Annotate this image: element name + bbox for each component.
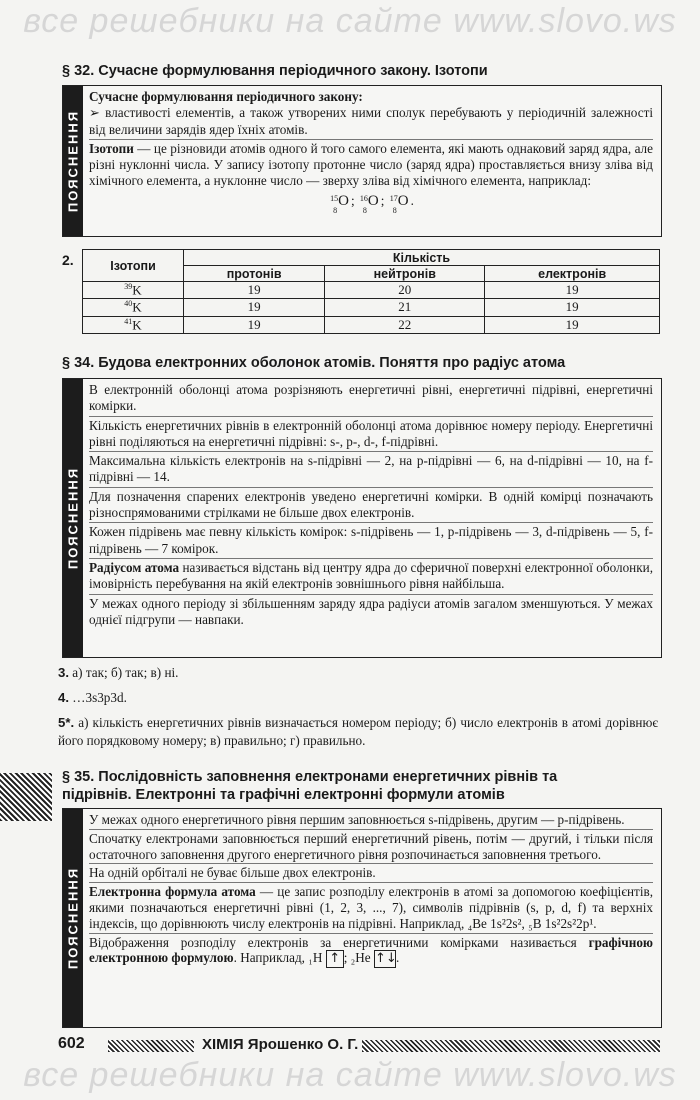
cells-paragraph: Для позначення спарених електронів уведено енергетичні комірки. В одній комірці позначають різноспрямованими стрілками не більше двох електронів. <box>89 488 653 521</box>
orbital-cell: ↑ <box>326 950 344 968</box>
levels-paragraph: В електронній оболонці атома розрізняють енергетичні рівні, енергетичні підрівні, енергетичні комірки. <box>89 382 653 414</box>
section-34-title: § 34. Будова електронних оболонок атомів. Поняття про радіус атома <box>62 355 566 371</box>
radius-trend-paragraph: У межах одного періоду зі збільшенням заряду ядра радіуси атомів загалом зменшуються. У межах однієї підгрупи — навпаки. <box>89 595 653 627</box>
footer-hatch-right <box>362 1040 660 1052</box>
isotope-example: 15 8 O <box>330 192 349 215</box>
table-row: $^{40}$K 19 21 19 <box>83 299 660 316</box>
max-electrons-paragraph: Максимальна кількість електронів на s-підрівні — 2, на p-підрівні — 6, на d-підрівні — 10, на f-підрівні — 14. <box>89 453 653 485</box>
watermark-banner-top: все решебники на сайте www.slovo.ws <box>23 2 677 40</box>
answer-4: 4. …3s3p3d. <box>58 690 127 705</box>
isotopes-definition: Ізотопи — це різновиди атомів одного й того самого елемента, які мають однаковий заряд ядра, але різні нуклонні числа. У запису ізотопу протонне число (заряд ядра) проставляється внизу зліва від хімічного елемента, а нуклонне число — зверху зліва від хімічного елемента, наприклад: <box>89 140 653 189</box>
sublevel-order-paragraph: У межах одного енергетичного рівня першим заповнюється s-підрівень, другим — p-підрівень. <box>89 812 625 827</box>
answer-5: 5*. а) кількість енергетичних рівнів визначається номером періоду; б) число електронів в атомі дорівнює його порядковому номеру; в) правильно; г) правильно. <box>58 715 658 748</box>
header-protons: протонів <box>184 266 325 282</box>
law-heading: Сучасне формулювання періодичного закону: <box>89 89 363 104</box>
formula-example-be: ₄Be 1s²2s² <box>467 915 522 931</box>
electron-formula-paragraph: Електронна формула атома — це запис розподілу електронів в атомі за допомогою коефіцієнтів, якими позначаються енергетичні рівні (1, 2, 3, ..., 7), символів підрівнів (s, p, d, f) та верхніх індексів, що дорівнюють числу електронів на підрівні. Наприклад, ₄Be 1s²2s², ₅B 1s²2s²2p¹. <box>89 884 654 931</box>
atomic-radius-paragraph: Радіусом атома називається відстань від центру ядра до сферичної поверхні електронної оболонки, імовірність перебування на якій електронів зовнішнього рівня найбільша. <box>89 559 653 592</box>
footer-hatch-left <box>108 1040 194 1052</box>
isotopes-table <box>82 249 660 334</box>
header-electrons: електронів <box>485 266 660 282</box>
cells-count-paragraph: Кожен підрівень має певну кількість комірок: s-підрівень — 1, p-підрівень — 3, d-підрівень — 5, f-підрівень — 7 комірок. <box>89 524 653 556</box>
orbital-rule-paragraph: На одній орбіталі не буває більше двох електронів. <box>89 865 376 881</box>
footer-title: ХІМІЯ Ярошенко О. Г. <box>202 1036 359 1053</box>
formula-example-b: ₅B 1s²2s²2p¹ <box>528 915 594 931</box>
explanation-side-label: ПОЯСНЕННЯ <box>63 379 83 657</box>
watermark-banner-bottom: все решебники на сайте www.slovo.ws <box>23 1056 677 1094</box>
explanation-side-label: ПОЯСНЕННЯ <box>63 809 83 1027</box>
graphic-example-h: ₁H <box>308 950 323 966</box>
explanation-side-label: ПОЯСНЕННЯ <box>63 86 83 236</box>
level-order-paragraph: Спочатку електронами заповнюється перший енергетичний рівень, потім — другий, і тільки після остаточного заповнення другого енергетичного рівня розпочинається заповнення третього. <box>89 830 653 862</box>
page-number: 602 <box>58 1035 85 1052</box>
decorative-hatch <box>0 773 52 821</box>
graphic-example-he: ₂He <box>350 950 371 966</box>
task-2-number: 2. <box>62 252 74 268</box>
section-34-explanation-box <box>62 378 662 658</box>
table-row: $^{41}$K 19 22 19 <box>83 316 660 333</box>
answer-3: 3. а) так; б) так; в) ні. <box>58 665 179 680</box>
orbital-cell: ↑↓ <box>374 951 397 967</box>
law-text: ➢ властивості елементів, а також утворених ними сполук перебувають у періодичній залежності від величини зарядів ядер їхніх атомів. <box>89 105 653 137</box>
isotope-examples: 15 8 O ; 16 8 O ; 17 8 O . <box>330 192 414 215</box>
section-35-title: § 35. Послідовність заповнення електронами енергетичних рівнів та підрівнів. Електронні та графічні електронні формули атомів <box>62 769 558 803</box>
header-isotopes: Ізотопи <box>83 250 184 282</box>
section-32-explanation-box <box>62 85 662 237</box>
levels-count-paragraph: Кількість енергетичних рівнів в електронній оболонці атома дорівнює номеру періоду. Енергетичні рівні поділяються на енергетичні підрівні: s-, p-, d-, f-підрівні. <box>89 417 653 449</box>
section-35-explanation-box <box>62 808 662 1028</box>
header-neutrons: нейтронів <box>325 266 485 282</box>
section-32-title: § 32. Сучасне формулювання періодичного закону. Ізотопи <box>62 63 488 79</box>
header-quantity: Кількість <box>184 250 660 266</box>
graphic-formula-paragraph: Відображення розподілу електронів за енергетичними комірками називається графічною електронною формулою. Наприклад, ₁H ↑ ; ₂He ↑↓. <box>89 934 653 967</box>
isotope-example: 16 8 O <box>359 192 379 215</box>
table-row: $^{39}$K 19 20 19 <box>83 282 660 299</box>
isotope-example: 17 8 O <box>389 192 409 215</box>
